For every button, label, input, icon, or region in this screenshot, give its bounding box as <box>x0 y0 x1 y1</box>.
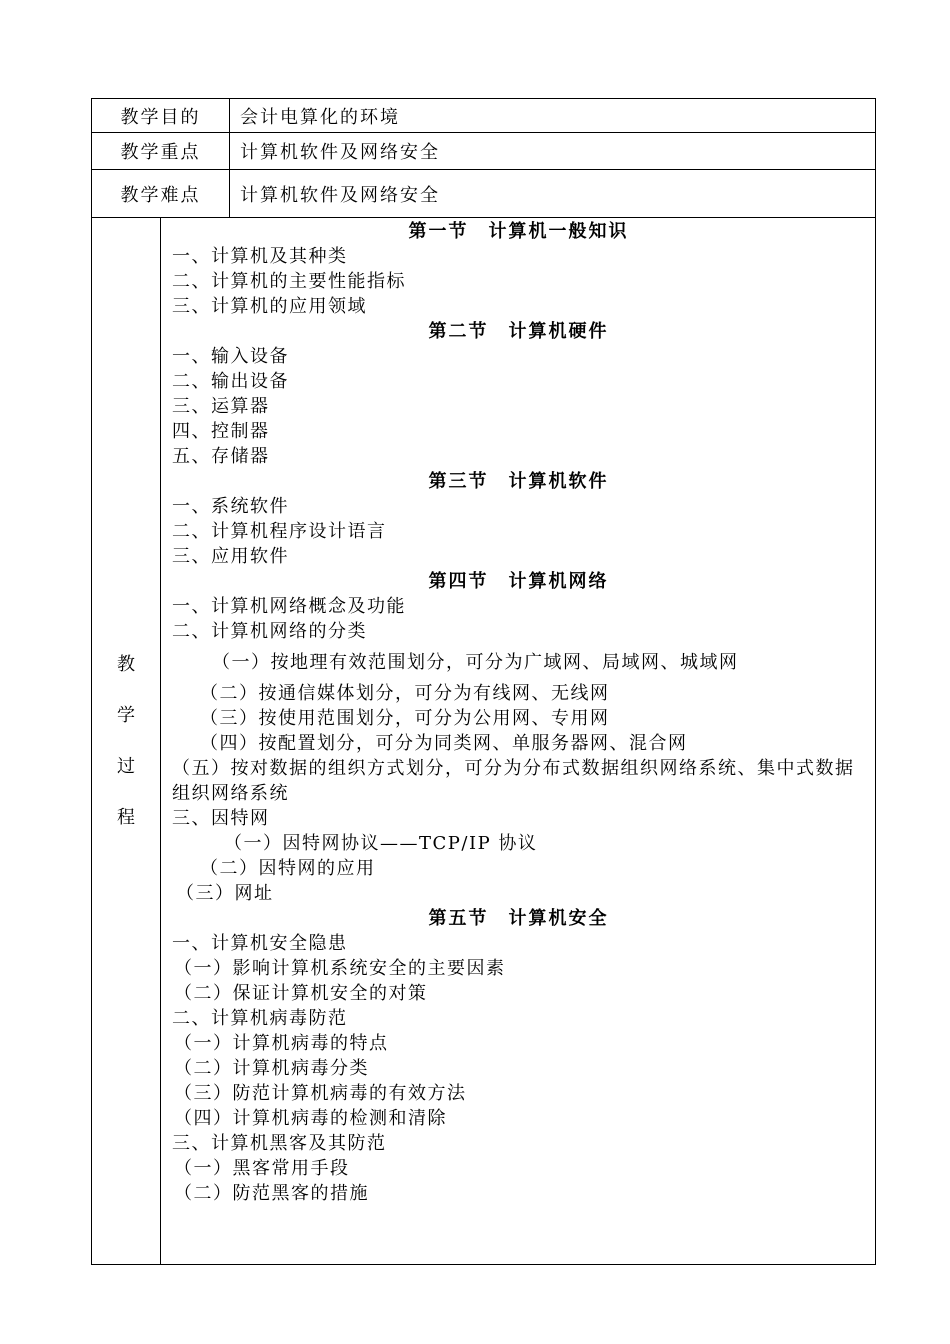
difficulties-label: 教学难点 <box>92 170 230 218</box>
outline-item: 一、计算机网络概念及功能 <box>172 596 406 617</box>
outline-item: 二、计算机的主要性能指标 <box>172 271 406 292</box>
outline-subitem: （三）按使用范围划分，可分为公用网、专用网 <box>200 708 610 729</box>
lesson-plan-table <box>91 98 876 1265</box>
outline-subitem: （一）影响计算机系统安全的主要因素 <box>174 958 506 979</box>
outline-item: 二、输出设备 <box>172 371 289 392</box>
side-label-char: 程 <box>117 807 135 828</box>
outline-subitem: （二）按通信媒体划分，可分为有线网、无线网 <box>200 683 610 704</box>
section-heading: 第一节 计算机一般知识 <box>408 221 629 242</box>
outline-subitem: （一）计算机病毒的特点 <box>174 1033 389 1054</box>
outline-item: 二、计算机病毒防范 <box>172 1008 348 1029</box>
outline-item: 一、计算机及其种类 <box>172 246 348 267</box>
outline-subitem: （四）计算机病毒的检测和清除 <box>174 1108 447 1129</box>
outline-subitem: （三）网址 <box>176 883 274 904</box>
outline-item: 二、计算机程序设计语言 <box>172 521 387 542</box>
key-points-value: 计算机软件及网络安全 <box>230 133 876 170</box>
outline-subitem: （五）按对数据的组织方式划分，可分为分布式数据组织网络系统、集中式数据组织网络系统 <box>172 758 855 804</box>
section-heading: 第五节 计算机安全 <box>428 908 609 929</box>
outline-item: 一、计算机安全隐患 <box>172 933 348 954</box>
outline-item: 二、计算机网络的分类 <box>172 621 367 642</box>
teaching-process-content <box>161 218 876 1265</box>
section-heading: 第四节 计算机网络 <box>428 571 609 592</box>
outline-subitem: （二）计算机病毒分类 <box>174 1058 369 1079</box>
outline-subitem: （三）防范计算机病毒的有效方法 <box>174 1083 467 1104</box>
outline-item: 一、系统软件 <box>172 496 289 517</box>
outline-item: 四、控制器 <box>172 421 270 442</box>
key-points-label: 教学重点 <box>92 133 230 170</box>
difficulties-row <box>92 170 876 218</box>
side-label-char: 过 <box>117 756 135 777</box>
outline-subitem: （二）因特网的应用 <box>200 858 376 879</box>
objective-row <box>92 99 876 133</box>
difficulties-value: 计算机软件及网络安全 <box>230 170 876 218</box>
outline-subitem: （一）按地理有效范围划分，可分为广域网、局域网、城域网 <box>212 652 739 673</box>
outline-subitem: （一）黑客常用手段 <box>174 1158 350 1179</box>
objective-value: 会计电算化的环境 <box>230 99 876 133</box>
outline-subitem: （二）保证计算机安全的对策 <box>174 983 428 1004</box>
outline-subitem: （四）按配置划分，可分为同类网、单服务器网、混合网 <box>200 733 688 754</box>
outline-item: 三、因特网 <box>172 808 270 829</box>
outline-subitem: （二）防范黑客的措施 <box>174 1183 369 1204</box>
outline-item: 五、存储器 <box>172 446 270 467</box>
objective-label: 教学目的 <box>92 99 230 133</box>
outline-item: 三、运算器 <box>172 396 270 417</box>
side-label-char: 教 <box>117 654 135 675</box>
teaching-process-label <box>92 218 161 1265</box>
outline-item: 一、输入设备 <box>172 346 289 367</box>
outline-item: 三、应用软件 <box>172 546 289 567</box>
section-heading: 第三节 计算机软件 <box>428 471 609 492</box>
outline-subitem: （一）因特网协议——TCP/IP 协议 <box>224 833 538 854</box>
outline-item: 三、计算机黑客及其防范 <box>172 1133 387 1154</box>
key-points-row <box>92 133 876 170</box>
section-heading: 第二节 计算机硬件 <box>428 321 609 342</box>
teaching-process-row <box>92 218 876 1265</box>
side-label-char: 学 <box>117 705 135 726</box>
outline-item: 三、计算机的应用领域 <box>172 296 367 317</box>
